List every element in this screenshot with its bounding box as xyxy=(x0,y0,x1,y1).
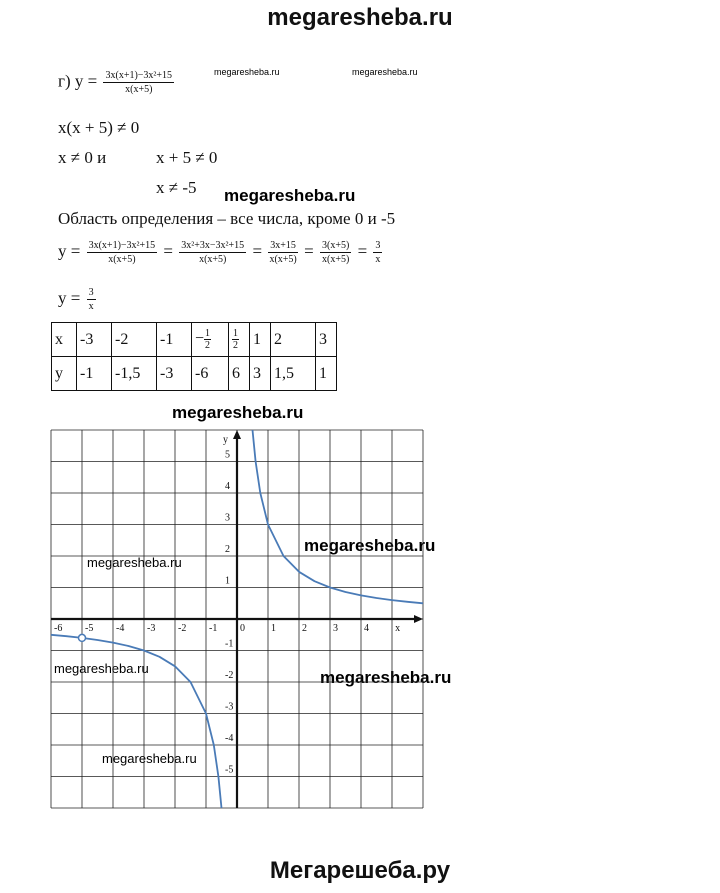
footer-title: Мегарешеба.ру xyxy=(269,857,451,884)
site-title: megaresheba.ru xyxy=(267,4,453,31)
watermark: megaresheba.ru xyxy=(102,751,197,766)
table-cell: 1,5 xyxy=(271,357,316,391)
fraction-denominator: x(x+5) xyxy=(125,84,153,95)
equals-sign: = xyxy=(163,241,174,261)
chain-y: y = xyxy=(58,241,81,261)
x-tick-label: -2 xyxy=(178,623,187,634)
watermark: megaresheba.ru xyxy=(214,67,280,77)
table-cell: -6 xyxy=(192,357,229,391)
axes xyxy=(51,430,423,808)
hyperbola-branch-positive xyxy=(253,430,424,603)
minus-sign: − xyxy=(195,330,205,348)
condition-line: x ≠ 0 и xyxy=(58,148,107,167)
x-tick-label: 0 xyxy=(240,623,245,634)
watermark: megaresheba.ru xyxy=(224,186,356,205)
fraction-numerator: 3x(x+1)−3x²+15 xyxy=(105,70,173,81)
tick-labels xyxy=(54,435,400,776)
fraction-numerator: 3x+15 xyxy=(270,240,296,251)
x-tick-label: -5 xyxy=(85,623,94,634)
y-axis-label: y xyxy=(223,434,229,446)
watermark: megaresheba.ru xyxy=(320,668,452,687)
watermark: megaresheba.ru xyxy=(172,403,304,422)
watermark: megaresheba.ru xyxy=(352,67,418,77)
fraction-denominator: x(x+5) xyxy=(108,254,136,265)
table-cell: -1 xyxy=(77,357,112,391)
table-cell: 2 xyxy=(271,323,316,357)
x-tick-label: -1 xyxy=(209,623,218,634)
fraction-numerator: 1 xyxy=(233,328,238,339)
x-tick-label: 1 xyxy=(271,623,276,634)
watermark: megaresheba.ru xyxy=(87,555,182,570)
x-axis-arrow xyxy=(414,615,423,623)
table-cell: 1 xyxy=(250,323,271,357)
table-cell: -3 xyxy=(157,357,192,391)
x-tick-label: 2 xyxy=(302,623,307,634)
fraction-denominator: x(x+5) xyxy=(269,254,297,265)
y-tick-label: -4 xyxy=(225,733,234,744)
condition-line: x ≠ -5 xyxy=(156,178,197,197)
table-cell: -1,5 xyxy=(112,357,157,391)
x-tick-label: -3 xyxy=(147,623,156,634)
x-tick-label: -6 xyxy=(54,623,63,634)
x-tick-label: 3 xyxy=(333,623,338,634)
fraction-denominator: x(x+5) xyxy=(322,254,350,265)
fraction-numerator: 3x(x+1)−3x²+15 xyxy=(88,240,156,251)
function-label: г) y = xyxy=(58,71,98,91)
fraction-numerator: 3(x+5) xyxy=(322,240,350,251)
x-axis-label: x xyxy=(395,623,401,634)
condition-line: x(x + 5) ≠ 0 xyxy=(58,118,140,137)
y-tick-label: 1 xyxy=(225,575,230,587)
fraction-denominator: x(x+5) xyxy=(199,254,227,265)
y-tick-label: 5 xyxy=(225,449,230,461)
fraction-denominator: 2 xyxy=(233,340,238,351)
excluded-point xyxy=(79,634,86,641)
x-tick-label: 4 xyxy=(364,623,369,634)
y-axis-arrow xyxy=(233,430,241,439)
fraction-numerator: 3x²+3x−3x²+15 xyxy=(181,240,245,251)
result-y: y = xyxy=(58,288,81,308)
hyperbola-branch-negative xyxy=(51,635,222,808)
table-header-cell: y xyxy=(52,357,77,391)
domain-statement: Область определения – все числа, кроме 0 и -5 xyxy=(58,209,396,228)
table-cell: -3 xyxy=(77,323,112,357)
y-tick-label: -2 xyxy=(225,670,234,681)
equals-sign: = xyxy=(304,241,314,261)
condition-line: x + 5 ≠ 0 xyxy=(156,148,218,167)
fraction-numerator: 3 xyxy=(375,240,381,251)
watermark: megaresheba.ru xyxy=(304,536,436,555)
table-cell: 3 xyxy=(316,323,337,357)
table-cell: -1 xyxy=(157,323,192,357)
fraction-denominator: 2 xyxy=(205,340,211,351)
table-header-cell: x xyxy=(52,323,77,357)
y-tick-label: -3 xyxy=(225,701,234,713)
y-tick-label: 2 xyxy=(225,544,230,555)
equals-sign: = xyxy=(252,241,263,261)
table-cell: 1 xyxy=(316,357,337,391)
x-tick-label: -4 xyxy=(116,623,125,634)
table-cell: 6 xyxy=(229,357,250,391)
y-tick-label: 3 xyxy=(225,512,230,524)
fraction-numerator: 1 xyxy=(205,328,211,339)
fraction-denominator: x xyxy=(375,254,381,265)
fraction-denominator: x xyxy=(88,301,94,312)
y-tick-label: -1 xyxy=(225,638,234,650)
y-tick-label: -5 xyxy=(225,764,234,776)
y-tick-label: 4 xyxy=(225,481,230,492)
watermark: megaresheba.ru xyxy=(54,661,149,676)
table-cell: 3 xyxy=(250,357,271,391)
equals-sign: = xyxy=(357,241,368,261)
table-cell: -2 xyxy=(112,323,157,357)
fraction-numerator: 3 xyxy=(88,287,94,298)
